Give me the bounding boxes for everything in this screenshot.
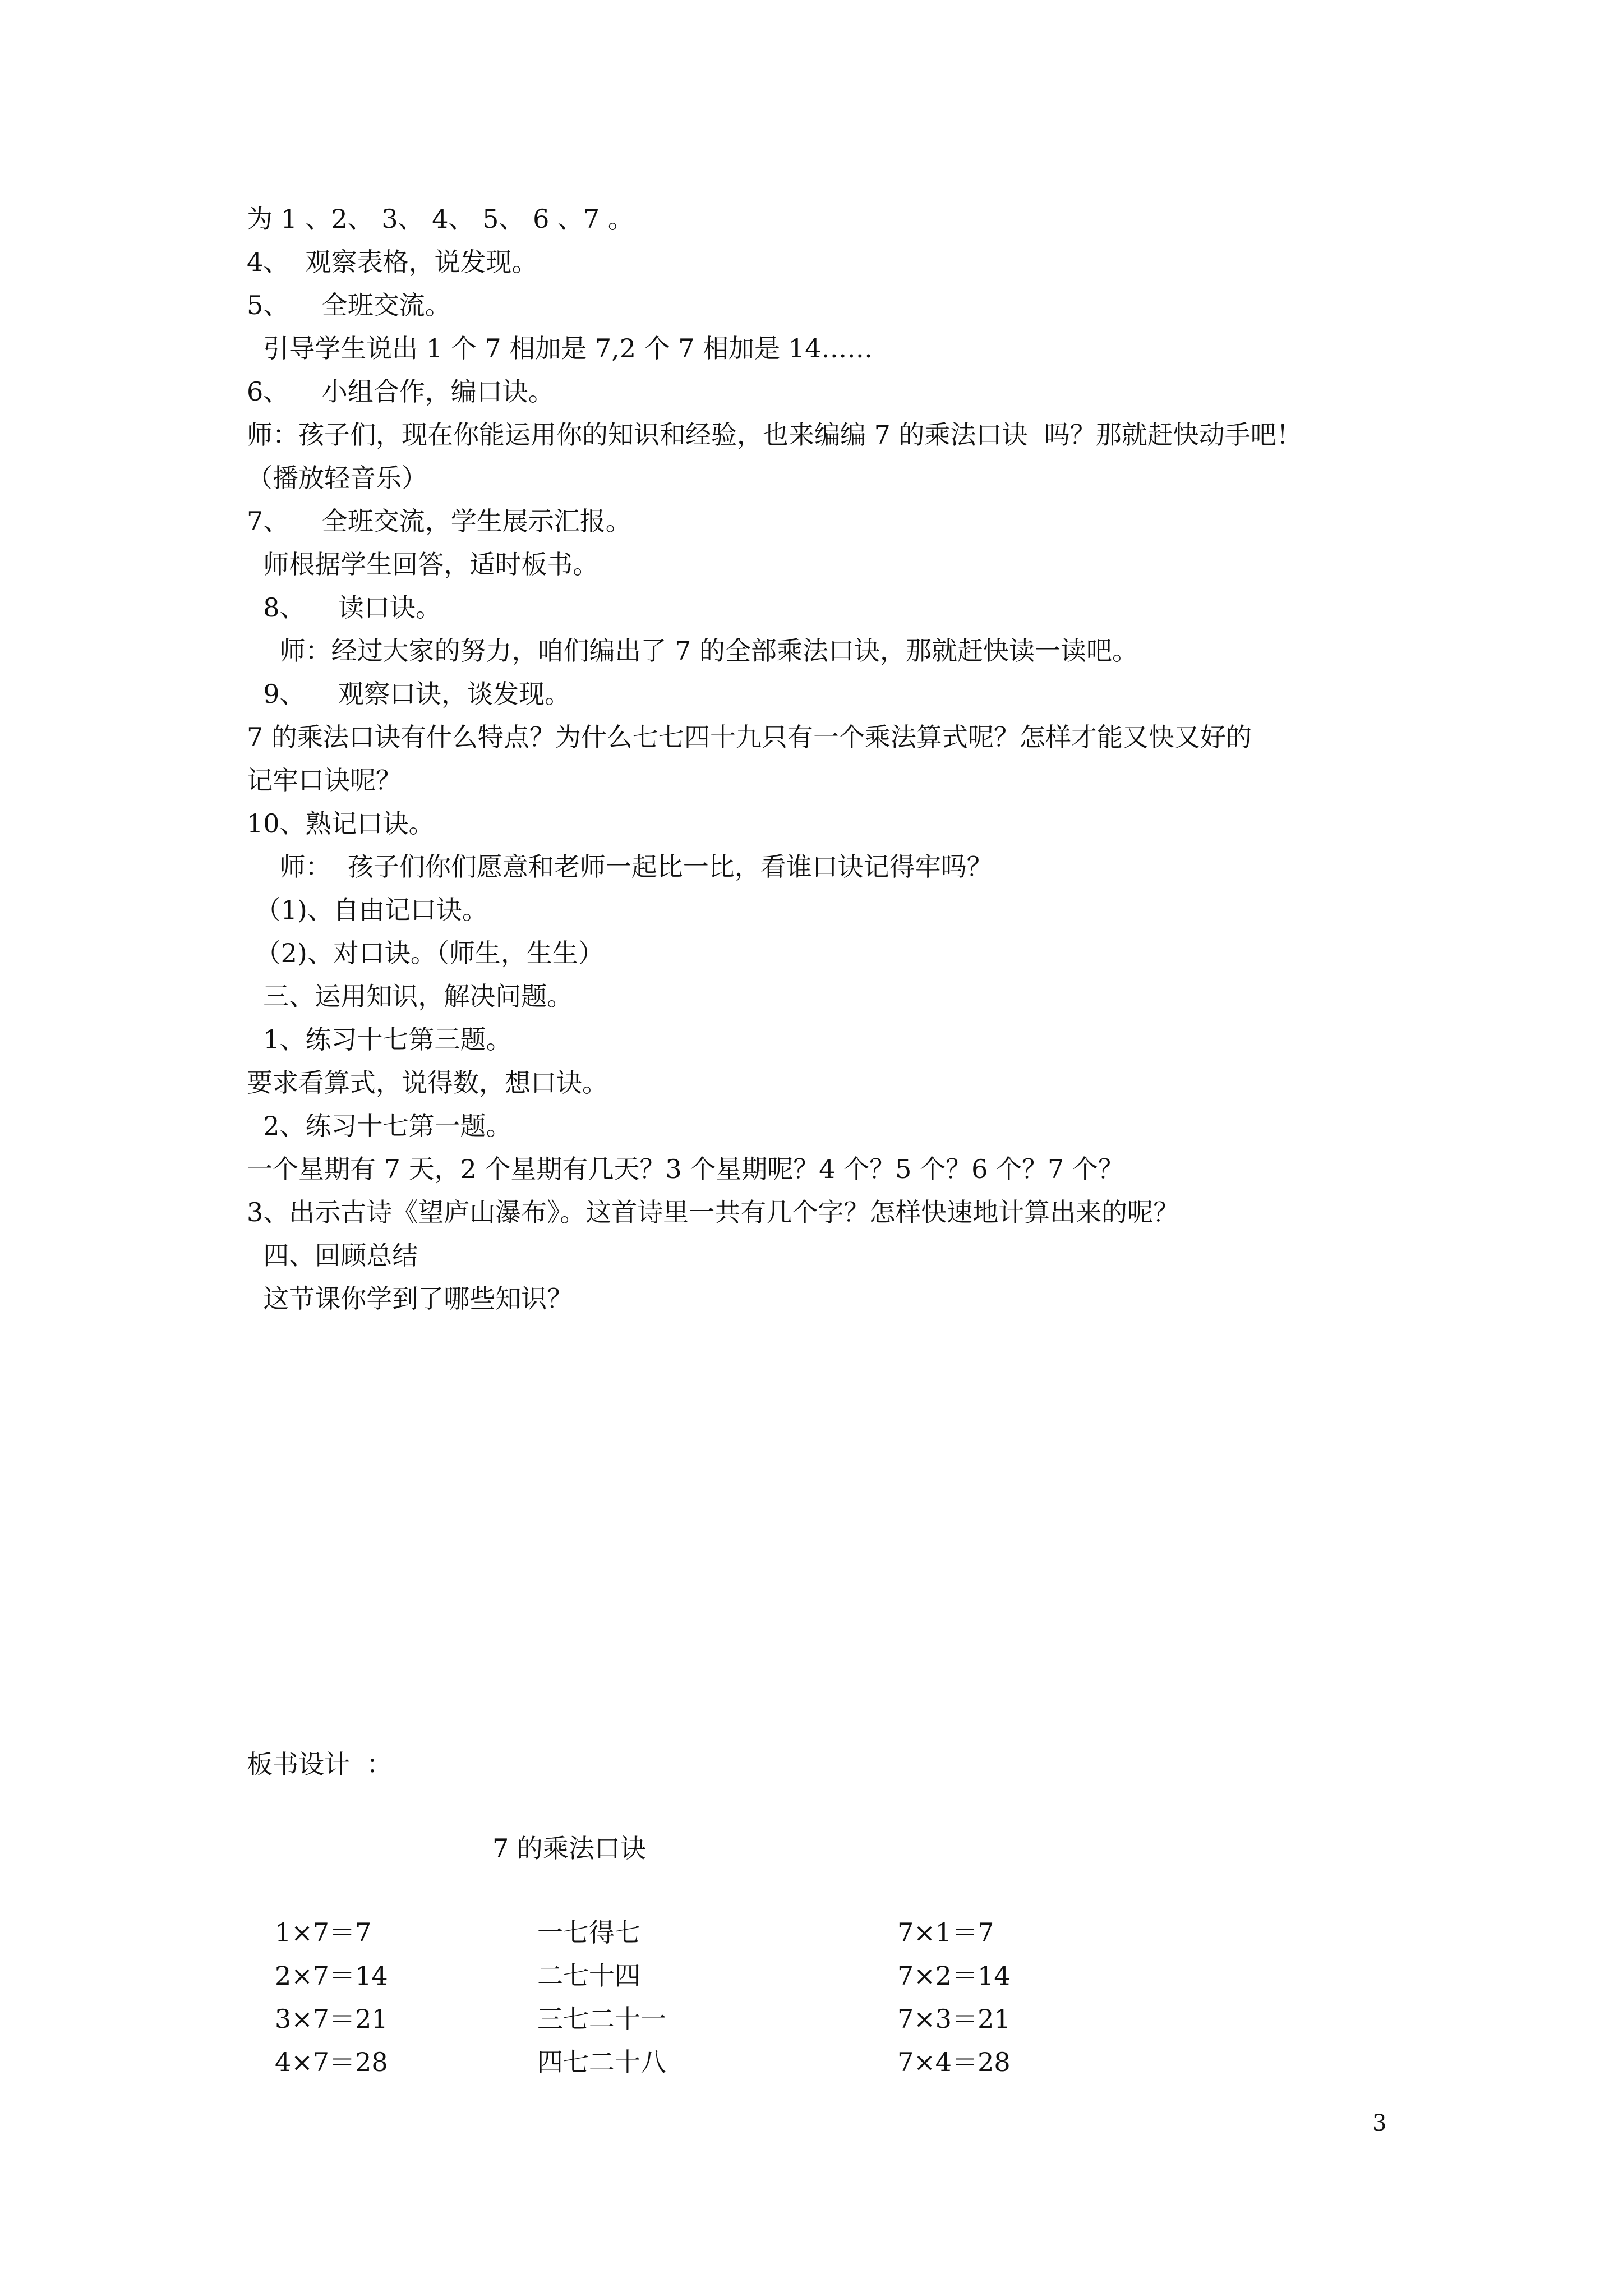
body-line: 10、熟记口诀。 xyxy=(247,808,435,839)
body-line: 8、 读口诀。 xyxy=(247,592,441,623)
body-line: 4、 观察表格，说发现。 xyxy=(247,247,538,277)
body-line: 7 的乘法口诀有什么特点？为什么七七四十九只有一个乘法算式呢？怎样才能又快又好的 xyxy=(247,722,1252,752)
board-right-formula: 7×1＝7 xyxy=(897,1917,994,1948)
body-line: 7、 全班交流，学生展示汇报。 xyxy=(247,506,631,536)
board-rhyme: 三七二十一 xyxy=(537,2004,666,2034)
board-left-formula: 4×7＝28 xyxy=(275,2047,388,2077)
body-line: 3、出示古诗《望庐山瀑布》。这首诗里一共有几个字？怎样快速地计算出来的呢？ xyxy=(247,1197,1179,1227)
body-line: 三、运用知识，解决问题。 xyxy=(247,981,573,1011)
body-line: （2)、对口诀。（师生，生生） xyxy=(247,938,604,968)
body-line: 师根据学生回答，适时板书。 xyxy=(247,549,599,579)
body-line: 师：经过大家的努力，咱们编出了 7 的全部乘法口诀，那就赶快读一读吧。 xyxy=(247,636,1138,666)
body-line: 2、练习十七第一题。 xyxy=(247,1111,512,1141)
board-right-formula: 7×3＝21 xyxy=(897,2004,1011,2034)
body-line: 9、 观察口诀，谈发现。 xyxy=(247,679,570,709)
board-design-label: 板书设计 ： xyxy=(247,1749,393,1779)
board-left-formula: 2×7＝14 xyxy=(275,1961,388,1991)
body-line: 6、 小组合作，编口诀。 xyxy=(247,376,554,407)
body-line: 四、回顾总结 xyxy=(247,1240,418,1271)
board-right-formula: 7×4＝28 xyxy=(897,2047,1011,2077)
board-rhyme: 一七得七 xyxy=(537,1917,640,1948)
body-line: 师： 孩子们你们愿意和老师一起比一比，看谁口诀记得牢吗？ xyxy=(247,852,993,882)
board-left-formula: 1×7＝7 xyxy=(275,1917,372,1948)
body-line: 为 1 、2、 3、 4、 5、 6 、7 。 xyxy=(247,204,634,234)
body-line: 5、 全班交流。 xyxy=(247,290,451,320)
board-title: 7 的乘法口诀 xyxy=(492,1833,646,1864)
board-right-formula: 7×2＝14 xyxy=(897,1961,1011,1991)
body-line: 引导学生说出 1 个 7 相加是 7,2 个 7 相加是 14…… xyxy=(247,333,873,364)
board-rhyme: 四七二十八 xyxy=(537,2047,666,2077)
board-left-formula: 3×7＝21 xyxy=(275,2004,388,2034)
body-line: 记牢口诀呢？ xyxy=(247,765,402,795)
body-line: 师：孩子们，现在你能运用你的知识和经验，也来编编 7 的乘法口诀 吗？那就赶快动手吧！ xyxy=(247,420,1302,450)
body-line: （播放轻音乐） xyxy=(247,463,427,493)
body-line: 这节课你学到了哪些知识？ xyxy=(247,1283,573,1314)
body-line: 要求看算式，说得数，想口诀。 xyxy=(247,1068,608,1098)
body-line: 1、练习十七第三题。 xyxy=(247,1024,512,1055)
board-rhyme: 二七十四 xyxy=(537,1961,640,1991)
page-number: 3 xyxy=(1372,2110,1387,2136)
body-line: （1)、自由记口诀。 xyxy=(247,895,488,925)
body-line: 一个星期有 7 天，2 个星期有几天？3 个星期呢？4 个？5 个？6 个？7 个？ xyxy=(247,1154,1124,1184)
